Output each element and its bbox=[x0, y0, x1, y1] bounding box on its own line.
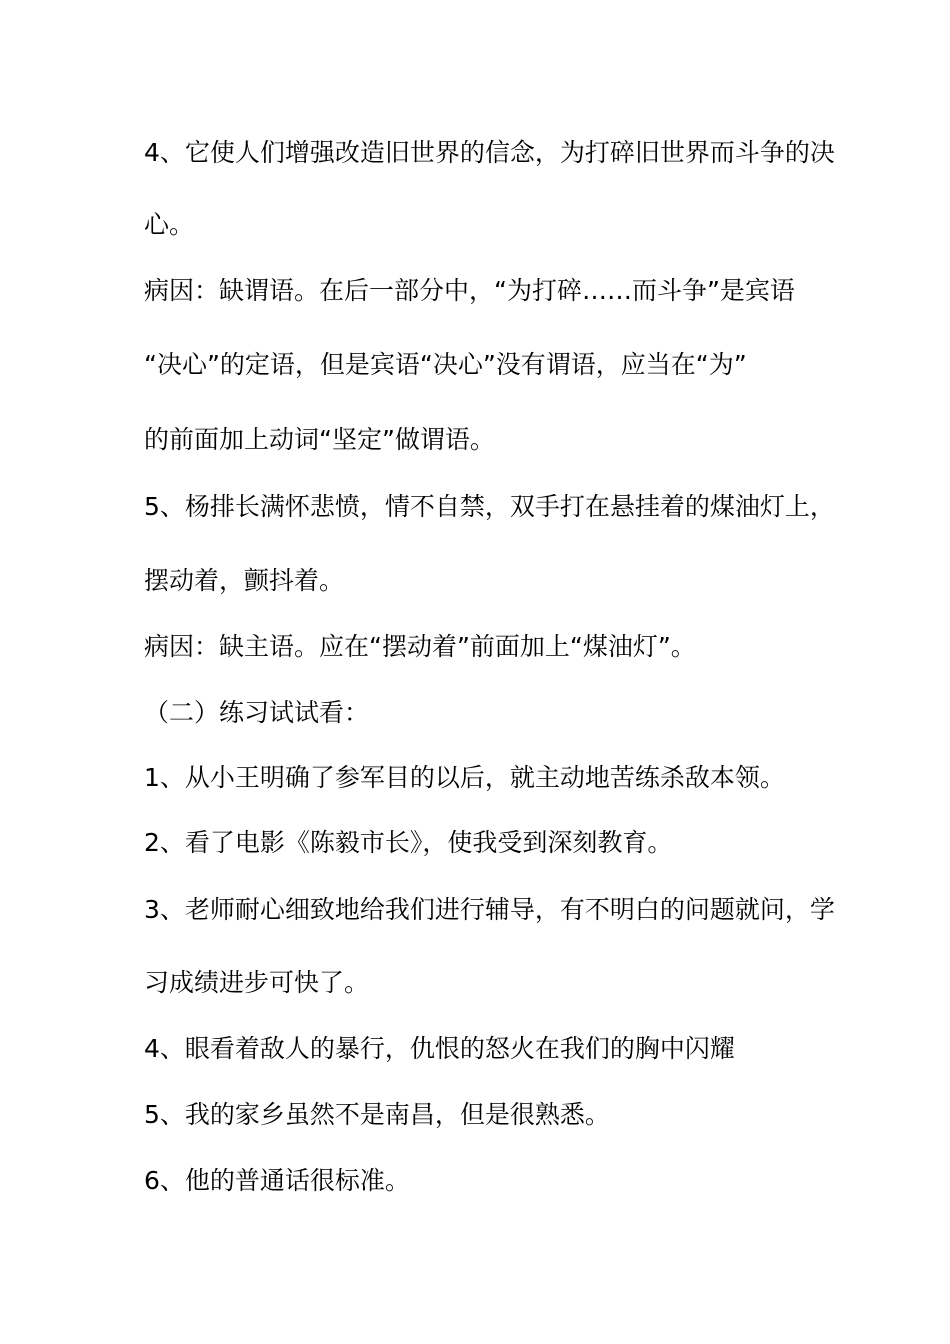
exercise-3-line-2: 习成绩进步可快了。 bbox=[144, 968, 370, 997]
exercise-6: 6、他的普通话很标准。 bbox=[144, 1166, 410, 1195]
cause-4-line-1: 病因：缺谓语。在后一部分中，“为打碎……而斗争”是宾语 bbox=[144, 276, 795, 305]
exercise-2: 2、看了电影《陈毅市长》，使我受到深刻教育。 bbox=[144, 828, 673, 857]
cause-4-line-2: “决心”的定语，但是宾语“决心”没有谓语，应当在“为” bbox=[144, 350, 747, 379]
section-heading: （二）练习试试看： bbox=[144, 698, 370, 727]
item-5-line-2: 摆动着，颤抖着。 bbox=[144, 566, 345, 595]
exercise-5: 5、我的家乡虽然不是南昌，但是很熟悉。 bbox=[144, 1100, 610, 1129]
exercise-1: 1、从小王明确了参军目的以后，就主动地苦练杀敌本领。 bbox=[144, 763, 785, 792]
item-5-line-1: 5、杨排长满怀悲愤，情不自禁，双手打在悬挂着的煤油灯上， bbox=[144, 492, 835, 521]
cause-5-line: 病因：缺主语。应在“摆动着”前面加上“煤油灯”。 bbox=[144, 632, 696, 661]
item-4-line-2: 心。 bbox=[144, 210, 195, 239]
exercise-3-line-1: 3、老师耐心细致地给我们进行辅导，有不明白的问题就问，学 bbox=[144, 895, 835, 924]
exercise-4: 4、眼看着敌人的暴行，仇恨的怒火在我们的胸中闪耀 bbox=[144, 1034, 735, 1063]
cause-4-line-3: 的前面加上动词“坚定”做谓语。 bbox=[144, 425, 495, 454]
item-4-line-1: 4、它使人们增强改造旧世界的信念，为打碎旧世界而斗争的决 bbox=[144, 138, 835, 167]
